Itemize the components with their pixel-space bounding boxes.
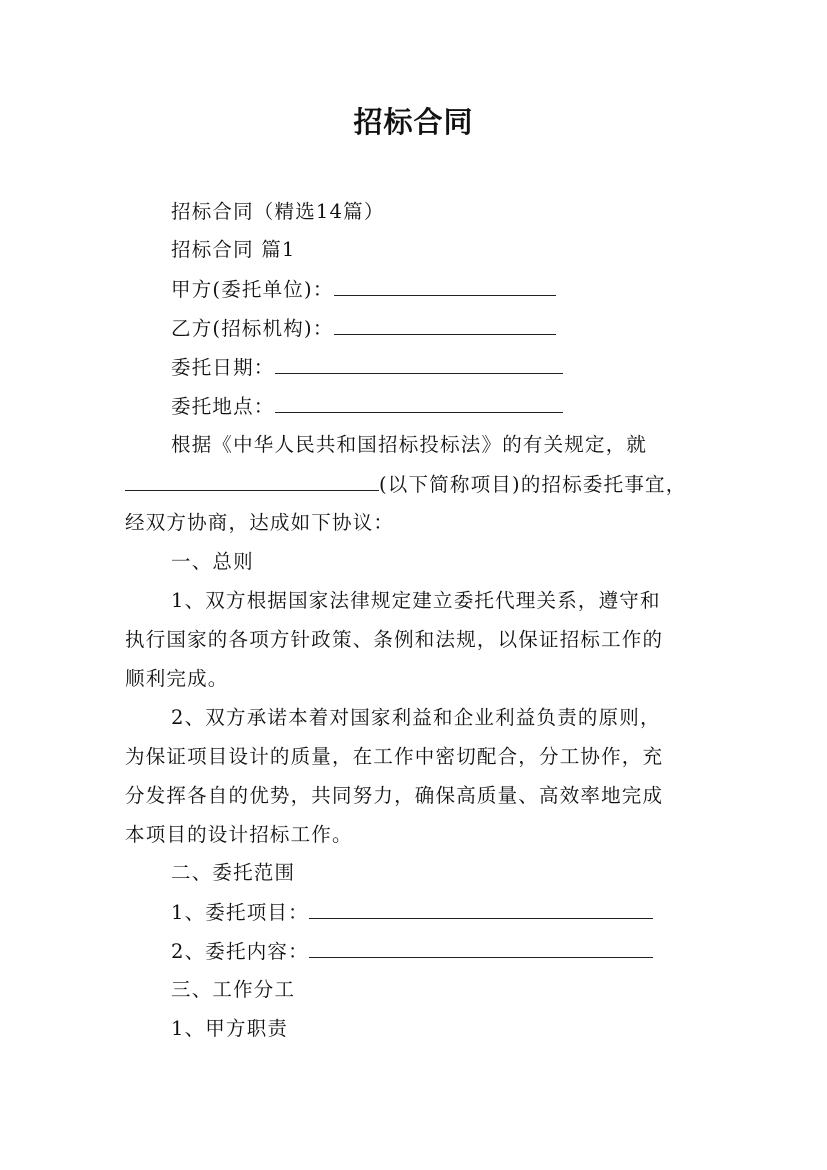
section-heading: 三、工作分工 xyxy=(171,978,296,1001)
section-heading-line: 招标合同 篇1 xyxy=(171,238,296,261)
section-heading: 一、总则 xyxy=(171,550,254,573)
entrust-content-blank[interactable] xyxy=(309,937,653,958)
section-heading: 二、委托范围 xyxy=(171,861,296,884)
paragraph-line: 经双方协商，达成如下协议： xyxy=(125,511,395,534)
subtitle-line: 招标合同（精选14篇） xyxy=(171,200,385,223)
location-blank[interactable] xyxy=(275,392,563,413)
paragraph-line: 1、双方根据国家法律规定建立委托代理关系，遵守和 xyxy=(171,589,661,612)
entrust-project-line: 1、委托项目： xyxy=(171,898,653,927)
paragraph-line: 根据《中华人民共和国招标投标法》的有关规定，就 xyxy=(171,433,648,456)
date-blank[interactable] xyxy=(275,353,563,374)
document-title: 招标合同 xyxy=(353,105,474,139)
party-a-blank[interactable] xyxy=(334,275,556,296)
party-b-blank[interactable] xyxy=(334,314,556,335)
paragraph-line: 为保证项目设计的质量，在工作中密切配合，分工协作，充 xyxy=(125,745,664,768)
paragraph-line: 顺利完成。 xyxy=(125,667,229,690)
paragraph-line: 分发挥各自的优势，共同努力，确保高质量、高效率地完成 xyxy=(125,784,664,807)
paragraph-line: 执行国家的各项方针政策、条例和法规，以保证招标工作的 xyxy=(125,628,664,651)
entrust-project-blank[interactable] xyxy=(309,898,653,919)
subsection-heading: 1、甲方职责 xyxy=(171,1017,289,1040)
location-line: 委托地点： xyxy=(171,392,563,421)
party-b-line: 乙方(招标机构)： xyxy=(171,314,556,343)
entrust-content-line: 2、委托内容： xyxy=(171,937,653,966)
project-blank[interactable] xyxy=(125,470,379,491)
paragraph-line: (以下简称项目)的招标委托事宜， xyxy=(125,470,686,499)
date-line: 委托日期： xyxy=(171,353,563,382)
paragraph-line: 本项目的设计招标工作。 xyxy=(125,823,353,846)
party-a-line: 甲方(委托单位)： xyxy=(171,275,556,304)
paragraph-line: 2、双方承诺本着对国家利益和企业利益负责的原则， xyxy=(171,706,661,729)
